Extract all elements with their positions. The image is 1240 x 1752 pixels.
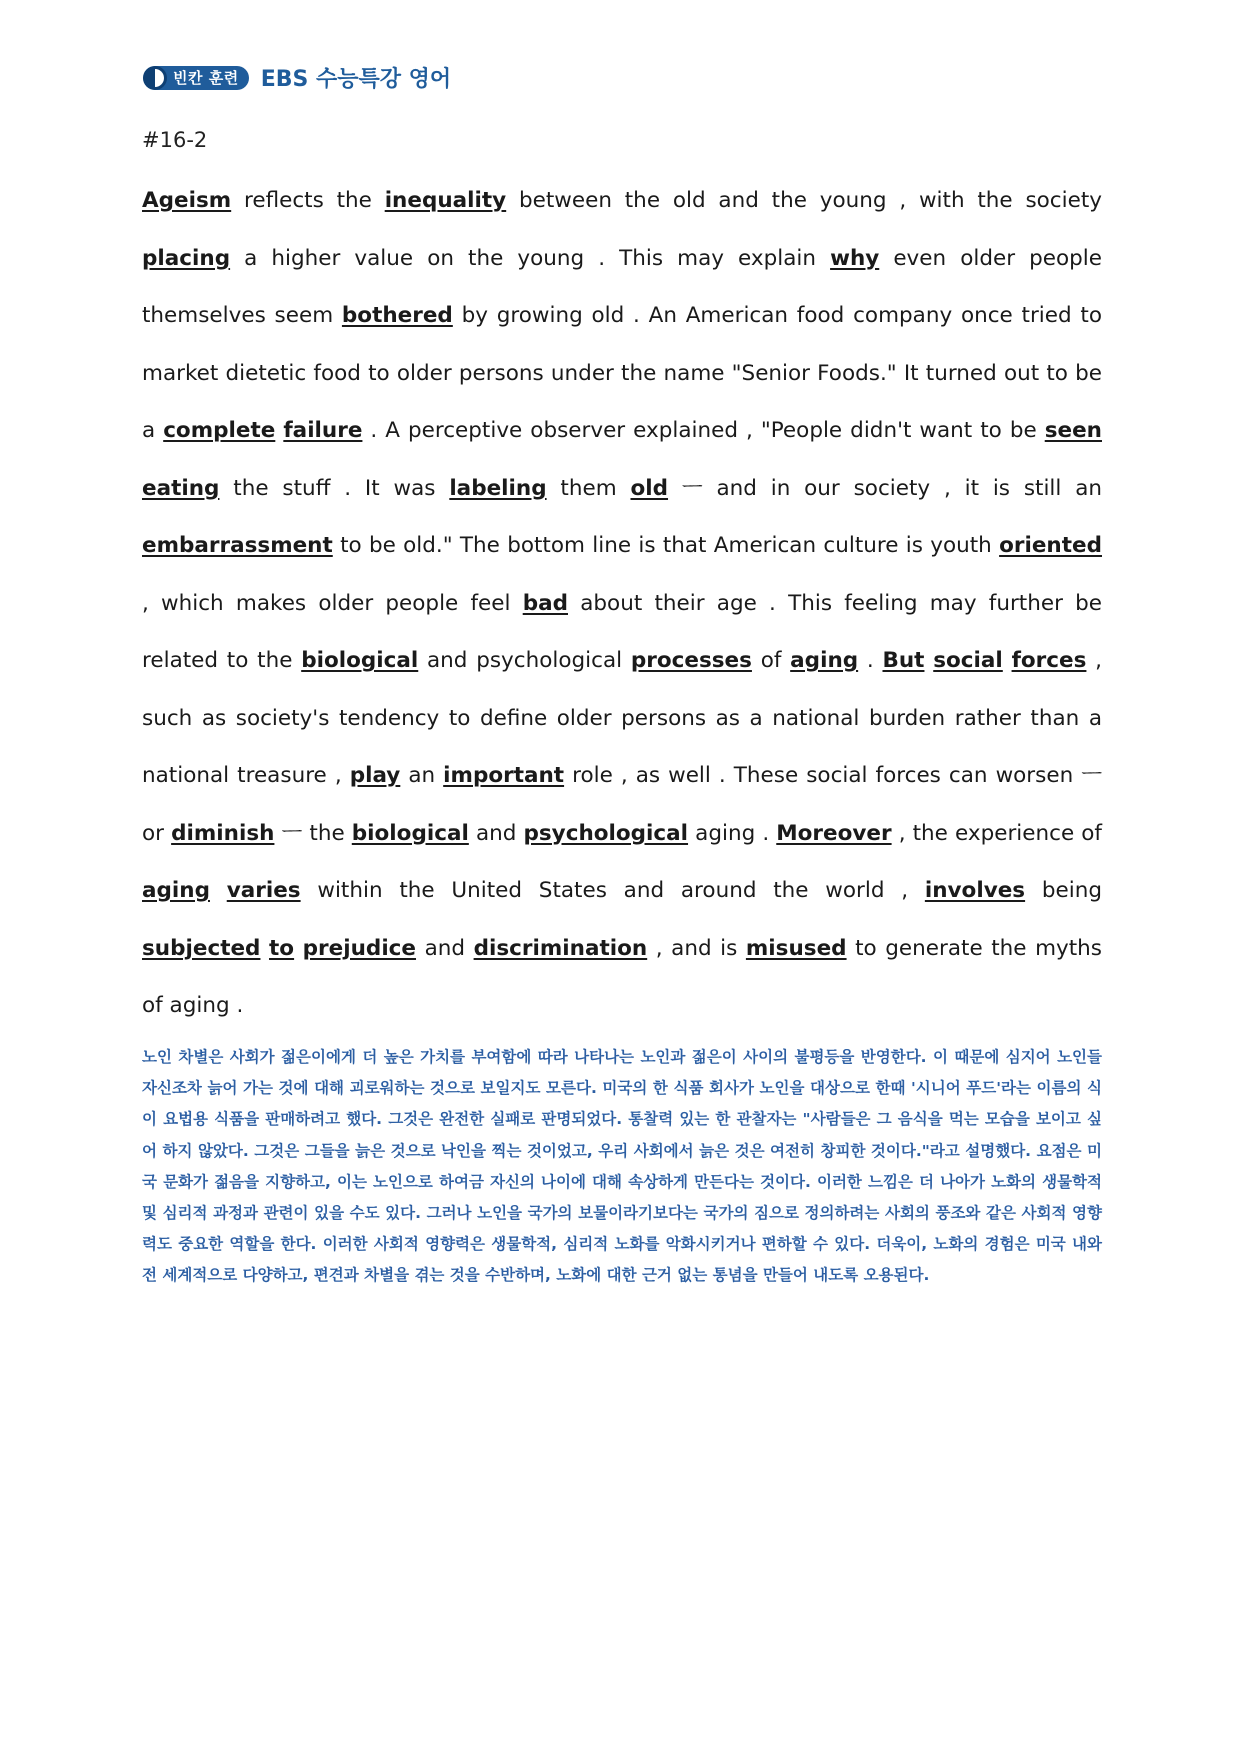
passage-text: . A perceptive observer explained , "People didn't want to be	[362, 418, 1045, 443]
blank-keyword: aging	[790, 648, 859, 673]
passage-text: even older people themselves seem	[142, 245, 1102, 328]
page-header	[143, 62, 451, 93]
blank-keyword: Ageism	[142, 188, 232, 213]
passage-text: of	[751, 648, 791, 673]
passage-text	[210, 878, 227, 903]
passage-text: and	[468, 820, 524, 846]
badge-label: 빈칸 훈련	[173, 69, 239, 87]
blank-keyword: But	[882, 648, 925, 673]
passage-text	[294, 936, 303, 961]
korean-translation: 노인 차별은 사회가 젊은이에게 더 높은 가치를 부여함에 따라 나타나는 노인과 젊은이 사이의 불평등을 반영한다. 이 때문에 심지어 노인들 자신조차 늙어 가는 것에 대해 괴로워하는 것으로 보일지도 모른다. 미국의 한 식품 회사가 노인을 대상으로 한때 '시니어 푸드'라는 이름의 식이 요법용 식품을 판매하려고 했다. 그것은 완전한 실패로 판명되었다. 통찰력 있는 한 관찰자는 "사람들은 그 음식을 먹는 모습을 보이고 싶어 하지 않았다. 그것은 그들을 늙은 것으로 낙인을 찍는 것이었고, 우리 사회에서 늙은 것은 여전히 창피한 것이다."라고 설명했다. 요점은 미국 문화가 젊음을 지향하고, 이는 노인으로 하여금 자신의 나이에 대해 속상하게 만든다는 것이다. 이러한 느낌은 더 나아가 노화의 생물학적 및 심리적 과정과 관련이 있을 수도 있다. 그러나 노인을 국가의 보물이라기보다는 국가의 짐으로 정의하려는 사회의 풍조와 같은 사회적 영향력도 중요한 역할을 한다. 이러한 사회적 영향력은 생물학적, 심리적 노화를 악화시키거나 편하할 수 있다. 더욱이, 노화의 경험은 미국 내와 전 세계적으로 다양하고, 편견과 차별을 겪는 것을 수반하며, 노화에 대한 근거 없는 통념을 만들어 내도록 오용된다.	[142, 1048, 1102, 1285]
passage-text: role , as well . These social forces can worsen ㅡ or	[142, 763, 1102, 846]
passage-text: by growing old . An American food company once tried to market dietetic food to older persons under the name "Senior Foods." It turned out to be a	[142, 303, 1102, 443]
blank-keyword: aging	[142, 878, 210, 903]
blank-keyword: diminish	[171, 820, 275, 846]
blank-keyword: placing	[142, 245, 231, 271]
blank-keyword: varies	[226, 878, 301, 903]
passage-text: , the experience of	[891, 820, 1103, 846]
blank-keyword: subjected	[142, 935, 261, 961]
passage-text: within the United States and around the world ,	[300, 878, 925, 903]
section-badge	[143, 66, 249, 90]
blank-keyword: processes	[630, 648, 752, 673]
blank-keyword: why	[830, 245, 880, 271]
passage-text: a higher value on the young . This may explain	[230, 245, 831, 271]
passage-text: reflects the	[231, 188, 385, 213]
blank-keyword: play	[349, 763, 401, 788]
blank-keyword: bothered	[341, 303, 453, 328]
blank-keyword: embarrassment	[142, 533, 333, 558]
blank-keyword: important	[443, 763, 565, 788]
passage-text	[924, 648, 933, 673]
blank-keyword: bad	[522, 590, 568, 616]
passage-text: ㅡ and in our society , it is still an	[668, 475, 1103, 501]
blank-keyword: involves	[924, 878, 1026, 903]
blank-keyword: oriented	[999, 533, 1102, 558]
passage-text	[260, 936, 269, 961]
passage-text: between the old and the young , with the society	[506, 188, 1102, 213]
blank-keyword: forces	[1011, 648, 1087, 673]
english-passage	[142, 172, 1102, 1035]
passage-text: and	[416, 935, 474, 961]
passage-text: and psychological	[418, 648, 631, 673]
blank-keyword: Moreover	[776, 820, 892, 846]
passage-text: them	[546, 475, 631, 501]
passage-text: ㅡ the	[274, 820, 352, 846]
passage-text: aging .	[688, 820, 777, 846]
passage-text: to generate the myths of aging .	[142, 935, 1103, 1018]
blank-keyword: misused	[745, 935, 847, 961]
document-title: EBS 수능특강 영어	[260, 67, 452, 92]
blank-keyword: complete	[163, 418, 276, 443]
passage-text	[1003, 648, 1012, 673]
blank-keyword: to	[269, 935, 295, 961]
blank-keyword: biological	[351, 820, 469, 846]
blank-keyword: prejudice	[302, 935, 417, 961]
passage-text: the stuff . It was	[219, 475, 450, 501]
blank-keyword: inequality	[384, 188, 507, 213]
passage-text: , such as society's tendency to define older persons as a national burden rather than a national treasure ,	[142, 648, 1103, 788]
blank-keyword: old	[630, 475, 669, 501]
passage-text: being	[1025, 878, 1102, 903]
blank-keyword: biological	[301, 648, 419, 673]
passage-text: about their age . This feeling may further be related to the	[142, 590, 1102, 673]
question-id: #16-2	[142, 128, 208, 152]
blank-keyword: psychological	[523, 820, 689, 846]
blank-keyword: social	[933, 648, 1003, 673]
blank-keyword: seen	[1044, 418, 1102, 443]
moon-icon	[143, 66, 167, 90]
blank-keyword: eating	[142, 475, 220, 501]
blank-keyword: discrimination	[473, 935, 648, 961]
passage-text: , which makes older people feel	[142, 590, 523, 616]
blank-keyword: labeling	[449, 475, 547, 501]
passage-text: an	[400, 763, 444, 788]
passage-text: , and is	[647, 935, 746, 961]
passage-text: .	[858, 648, 883, 673]
passage-text: to be old." The bottom line is that American culture is youth	[332, 533, 1000, 558]
blank-keyword: failure	[283, 418, 363, 443]
